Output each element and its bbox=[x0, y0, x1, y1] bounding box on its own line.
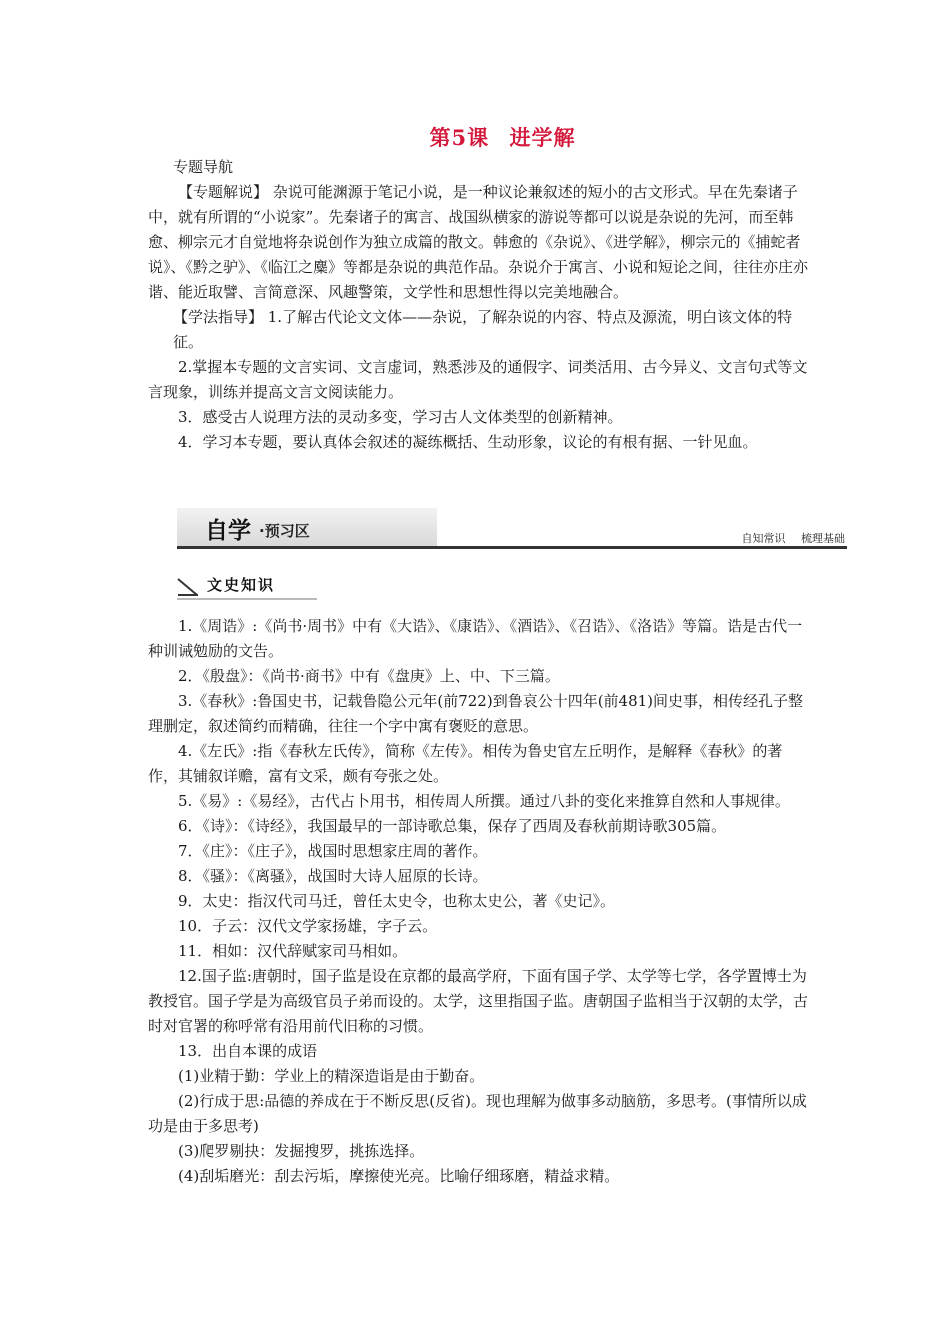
list-item: (2)行成于思:品德的养成在于不断反思(反省)。现也理解为做事多动脑筋，多思考。(事情所以成功是由于多思考) bbox=[148, 1092, 807, 1135]
banner-tags bbox=[730, 530, 846, 546]
section-heading bbox=[177, 574, 327, 600]
list-item: 12.国子监:唐朝时，国子监是设在京都的最高学府，下面有国子学、太学等七学，各学置博士为教授官。国子学是为高级官员子弟而设的。太学，这里指国子监。唐朝国子监相当于汉朝的太学，古时对官署的称呼常有沿用前代旧称的习惯。 bbox=[148, 967, 809, 1035]
study-guide-4: 4．学习本专题，要认真体会叙述的凝练概括、生动形象，议论的有根有据、一针见血。 bbox=[178, 433, 758, 451]
lesson-name: 进学解 bbox=[509, 125, 576, 150]
list-item: 9．太史：指汉代司马迁，曾任太史令，也称太史公，著《史记》。 bbox=[178, 892, 616, 910]
diagonal-marker-icon bbox=[177, 578, 199, 596]
list-item: 8．《骚》：《离骚》，战国时大诗人屈原的长诗。 bbox=[178, 867, 488, 885]
list-item: 6．《诗》：《诗经》，我国最早的一部诗歌总集，保存了西周及春秋前期诗歌305篇。 bbox=[178, 817, 727, 835]
banner-subtitle: ·预习区 bbox=[259, 522, 310, 540]
self-study-banner bbox=[177, 508, 847, 550]
list-item: 3.《春秋》:鲁国史书，记载鲁隐公元年(前722)到鲁哀公十四年(前481)间史事，相传经孔子整理删定，叙述简约而精确，往往一个字中寓有褒贬的意思。 bbox=[148, 692, 804, 735]
list-item: 11．相如：汉代辞赋家司马相如。 bbox=[178, 942, 408, 960]
section-heading-text: 文史知识 bbox=[207, 576, 276, 594]
banner-title: 自学 bbox=[205, 518, 251, 544]
banner-tag-1: 自知常识 bbox=[741, 532, 786, 545]
list-item: 7．《庄》：《庄子》，战国时思想家庄周的著作。 bbox=[178, 842, 488, 860]
nav-heading: 专题导航 bbox=[173, 158, 234, 176]
list-item: 4.《左氏》:指《春秋左氏传》，简称《左传》。相传为鲁史官左丘明作，是解释《春秋》的著作，其铺叙详赡，富有文采，颇有夸张之处。 bbox=[148, 742, 783, 785]
study-guide-2: 2.掌握本专题的文言实词、文言虚词，熟悉涉及的通假字、词类活用、古今异义、文言句式等文言现象，训练并提高文言文阅读能力。 bbox=[148, 358, 808, 401]
banner-tag-2: 梳理基础 bbox=[801, 532, 845, 545]
study-guide-3: 3．感受古人说理方法的灵动多变，学习古人文体类型的创新精神。 bbox=[178, 408, 623, 426]
list-item: (1)业精于勤：学业上的精深造诣是由于勤奋。 bbox=[178, 1067, 485, 1085]
topic-explanation: 【专题解说】 杂说可能渊源于笔记小说，是一种议论兼叙述的短小的古文形式。早在先秦诸子中，就有所谓的“小说家”。先秦诸子的寓言、战国纵横家的游说等都可以说是杂说的先河，而至韩愈、柳宗元才自觉地将杂说创作为独立成篇的散文。韩愈的《杂说》、《进学解》，柳宗元的《捕蛇者说》、《黔之驴》、《临江之麋》等都是杂说的典范作品。杂说介于寓言、小说和短论之间，往往亦庄亦谐、能近取譬、言简意深、风趣警策，文学性和思想性得以完美地融合。 bbox=[148, 183, 809, 301]
study-guide-1: 【学法指导】 1.了解古代论文文体——杂说，了解杂说的内容、特点及源流，明白该文体的特征。 bbox=[173, 308, 793, 351]
lesson-title bbox=[0, 122, 950, 152]
topic-navigation bbox=[148, 155, 808, 455]
banner-divider bbox=[177, 546, 847, 549]
list-item: 1.《周诰》:《尚书·周书》中有《大诰》、《康诰》、《酒诰》、《召诰》、《洛诰》等篇。诰是古代一种训诫勉励的文告。 bbox=[148, 617, 803, 660]
list-item: 13．出自本课的成语 bbox=[178, 1042, 318, 1060]
lesson-number: 第5课 bbox=[429, 125, 490, 150]
list-item: (4)刮垢磨光：刮去污垢，摩擦使光亮。比喻仔细琢磨，精益求精。 bbox=[178, 1167, 620, 1185]
list-item: 2．《殷盘》：《尚书·商书》中有《盘庚》上、中、下三篇。 bbox=[178, 667, 560, 685]
list-item: (3)爬罗剔抉：发掘搜罗，挑拣选择。 bbox=[178, 1142, 425, 1160]
history-knowledge-list bbox=[148, 614, 808, 1189]
list-item: 10．子云：汉代文学家扬雄，字子云。 bbox=[178, 917, 438, 935]
list-item: 5.《易》:《易经》，古代占卜用书，相传周人所撰。通过八卦的变化来推算自然和人事规律。 bbox=[178, 792, 790, 810]
